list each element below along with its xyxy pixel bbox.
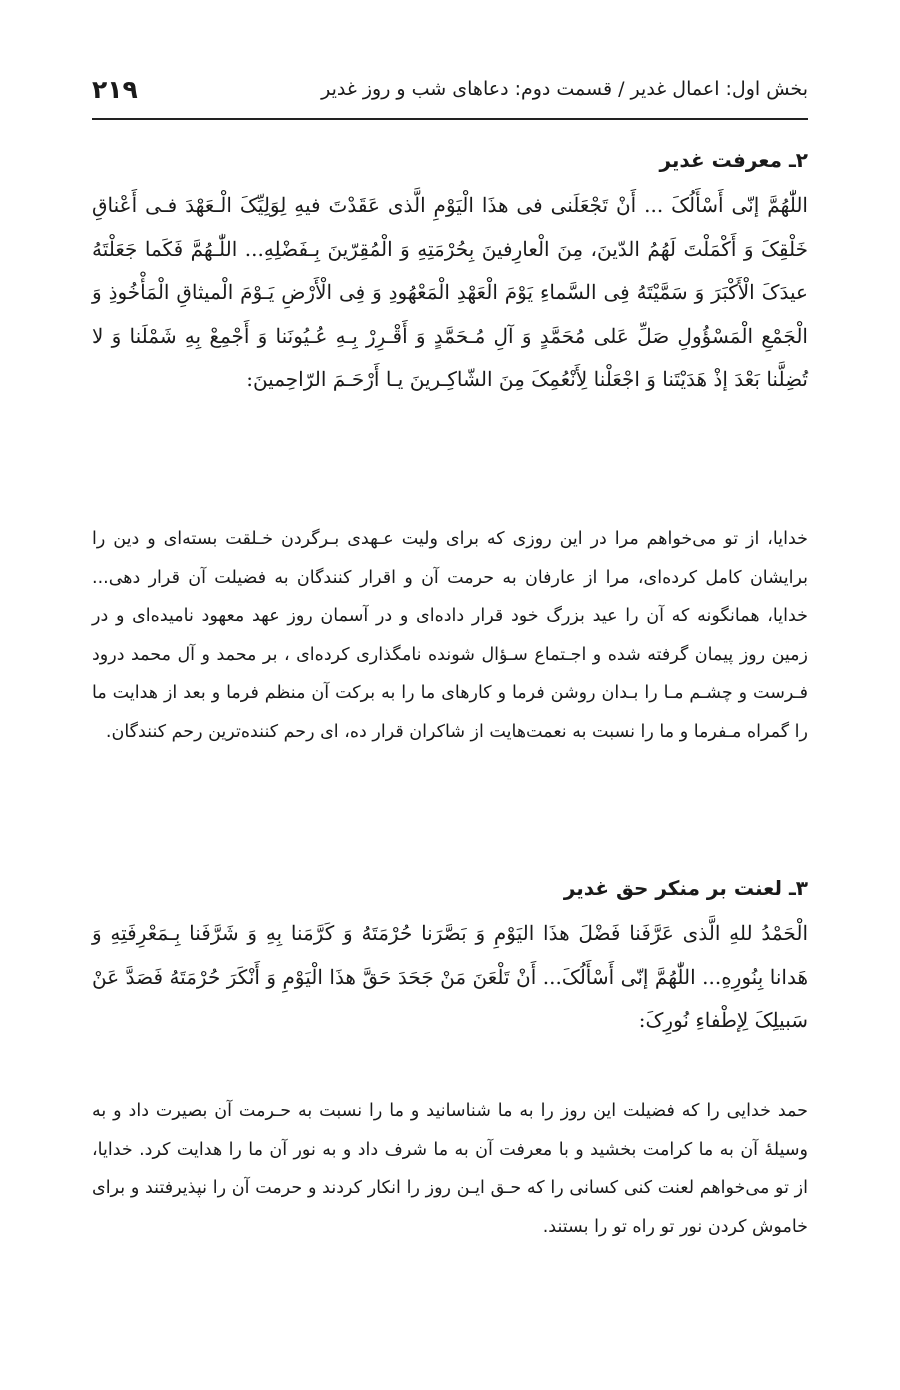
running-title: بخش اول: اعمال غدیر / قسمت دوم: دعاهای شب و روز غدیر <box>321 78 808 100</box>
section-heading-marifat: ۲ـ معرفت غدیر <box>659 148 808 172</box>
section-heading-lanat: ۳ـ لعنت بر منکر حق غدیر <box>563 876 808 900</box>
page-header <box>92 66 808 112</box>
persian-translation: حمد خدایی را که فضیلت این روز را به ما شناسانید و ما را نسبت به حـرمت آن بصیرت داد و به وسیلهٔ آن به ما کرامت بخشید و با معرفت آن به ما شرف داد و به نور آن ما را هدایت کرد. خدایا، از تو می‌خواهم لعنت کنی کسانی را که حـق ایـن روز را انکار کردند و حرمت آن را نپذیرفتند و برای خاموش کردن نور تو راه تو را بستند. <box>92 1101 808 1237</box>
page-number: ۲۱۹ <box>92 74 138 104</box>
arabic-prayer-text: اللّٰهُمَّ إنّی أَسْأَلُکَ ... أَنْ تَجْعَلَنی فی هذَا الْیَوْمِ الَّذی عَقَدْتَ فیهِ لِوَلِیِّکَ الْـعَهْدَ فـی أَعْناقِ خَلْقِکَ وَ أَکْمَلْتَ لَهُمُ الدّینَ، مِنَ الْعارِفینَ بِحُرْمَتِهِ وَ الْمُقِرّینَ بِـفَضْلِهِ... اللّٰـهُمَّ فَکَما جَعَلْتَهُ عیدَکَ الْأَکْبَرَ وَ سَمَّیْتَهُ فِی السَّماءِ یَوْمَ الْعَهْدِ الْمَعْهُودِ وَ فِی الْأَرْضِ یَـوْمَ الْمیثاقِ الْمَأْخُوذِ وَ الْجَمْعِ الْمَسْؤُولِ صَلِّ عَلی مُحَمَّدٍ وَ آلِ مُـحَمَّدٍ وَ أَقْـرِرْ بِـهِ عُـیُونَنا وَ أَجْمِعْ بِهِ شَمْلَنا وَ لا تُضِلَّنا بَعْدَ إذْ هَدَیْتَنا وَ اجْعَلْنا لِأَنْعُمِکَ مِنَ الشّاکِـرینَ یـا أَرْحَـمَ الرّاحِمینَ: <box>92 193 808 392</box>
header-divider <box>92 118 808 120</box>
book-page <box>92 0 808 1390</box>
arabic-prayer-text: الْحَمْدُ للهِ الَّذی عَرَّفَنا فَضْلَ هذَا الیَوْمِ وَ بَصَّرَنا حُرْمَتَهُ وَ کَرَّمَنا بِهِ وَ شَرَّفَنا بِـمَعْرِفَتِهِ وَ هَدانا بِنُورِهِ... اللّٰهُمَّ إنّی أَسْأَلُکَ... أَنْ تَلْعَنَ مَنْ جَحَدَ حَقَّ هذَا الْیَوْمِ وَ أَنْکَرَ حُرْمَتَهُ فَصَدَّ عَنْ سَبیلِکَ لِإطْفاءِ نُورِکَ: <box>92 921 808 1033</box>
persian-translation: خدایا، از تو می‌خواهم مرا در این روزی که برای ولیت عـهدی بـرگردن خـلقت بسته‌ای و دین را برایشان کامل کرده‌ای، مرا از عارفان به حرمت آن و اقرار کنندگان به فضیلت آن قرار دهی... خدایا، همانگونه که آن را عید بزرگ خود قرار داده‌ای و در آسمان روز عهد معهود نامیده‌ای و در زمین روز پیمان گرفته شده و اجـتماع سـؤال شونده نامگذاری کرده‌ای ، بر محمد و آل محمد درود فـرست و چشـم مـا را بـدان روشن فرما و کارهای ما را به برکت آن منظم فرما و بعد از هدایت ما را گمراه مـفرما و ما را نسبت به نعمت‌هایت از شاکران قرار ده، ای رحم کننده‌ترین رحم کنندگان. <box>92 529 808 742</box>
